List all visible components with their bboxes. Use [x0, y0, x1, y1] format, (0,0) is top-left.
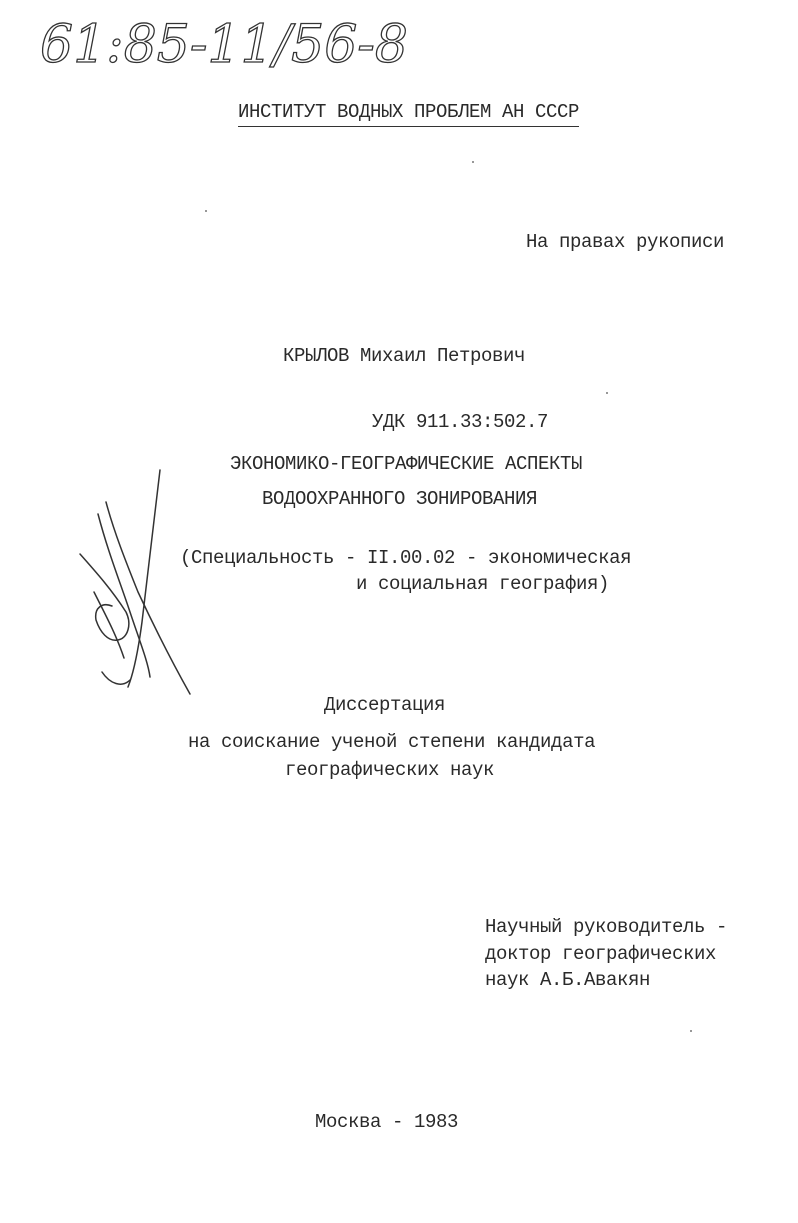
advisor-line-3: наук А.Б.Авакян — [485, 969, 651, 991]
title-line-2: ВОДООХРАННОГО ЗОНИРОВАНИЯ — [262, 488, 538, 510]
advisor-line-2: доктор географических — [485, 943, 717, 965]
degree-line-2: на соискание ученой степени кандидата — [188, 731, 596, 753]
advisor-line-1: Научный руководитель - — [485, 916, 728, 938]
archive-code: 61:85-11/56-8 — [40, 15, 408, 75]
degree-line-3: географических наук — [285, 759, 495, 781]
specialty-line-2: и социальная география) — [356, 573, 610, 595]
institute-name: ИНСТИТУТ ВОДНЫХ ПРОБЛЕМ АН СССР — [238, 100, 579, 127]
degree-line-1: Диссертация — [324, 694, 446, 716]
place-year: Москва - 1983 — [315, 1111, 459, 1133]
author-name: КРЫЛОВ Михаил Петрович — [283, 345, 526, 367]
scan-speck — [606, 392, 608, 394]
udc-code: УДК 911.33:502.7 — [372, 411, 549, 433]
specialty-line-1: (Специальность - II.00.02 - экономическая — [180, 547, 632, 569]
scan-speck — [472, 161, 474, 163]
archive-code-handwritten — [38, 4, 438, 84]
scan-speck — [205, 210, 207, 212]
title-line-1: ЭКОНОМИКО-ГЕОГРАФИЧЕСКИЕ АСПЕКТЫ — [230, 453, 583, 475]
scan-speck — [690, 1030, 692, 1032]
author-signature — [68, 462, 198, 702]
rights-note: На правах рукописи — [526, 231, 725, 253]
